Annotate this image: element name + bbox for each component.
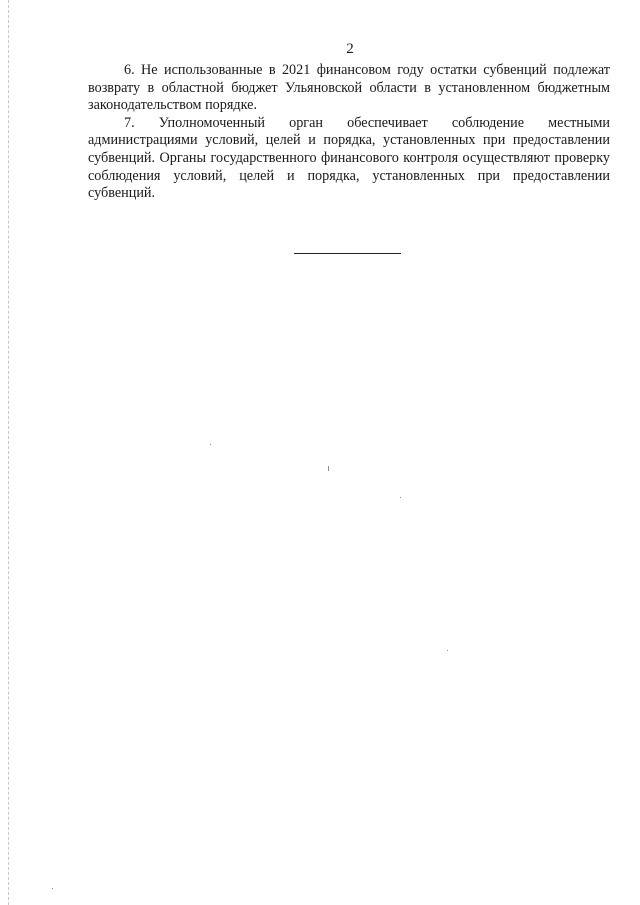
scan-speck <box>447 650 448 651</box>
paragraph-6: 6. Не использованные в 2021 финансовом году остатки субвенций подлежат возврату в областной бюджет Ульяновской области в установленном бюджетным законодательством порядке. <box>88 62 610 114</box>
scan-speck <box>400 497 401 498</box>
paragraph-7: 7. Уполномоченный орган обеспечивает соблюдение местными администрациями условий, целей и порядка, установленных при предоставлении субвенций. Органы государственного финансового контроля осуществляют проверку соблюдения условий, целей и порядка, установленных при предоставлении субвенций. <box>88 114 610 202</box>
page-number: 2 <box>346 41 354 57</box>
end-of-document-rule <box>294 253 401 254</box>
body-text <box>88 62 610 203</box>
scan-speck <box>328 466 329 471</box>
scan-speck <box>210 444 211 445</box>
scan-edge-line <box>8 0 9 905</box>
scan-speck <box>52 888 53 889</box>
